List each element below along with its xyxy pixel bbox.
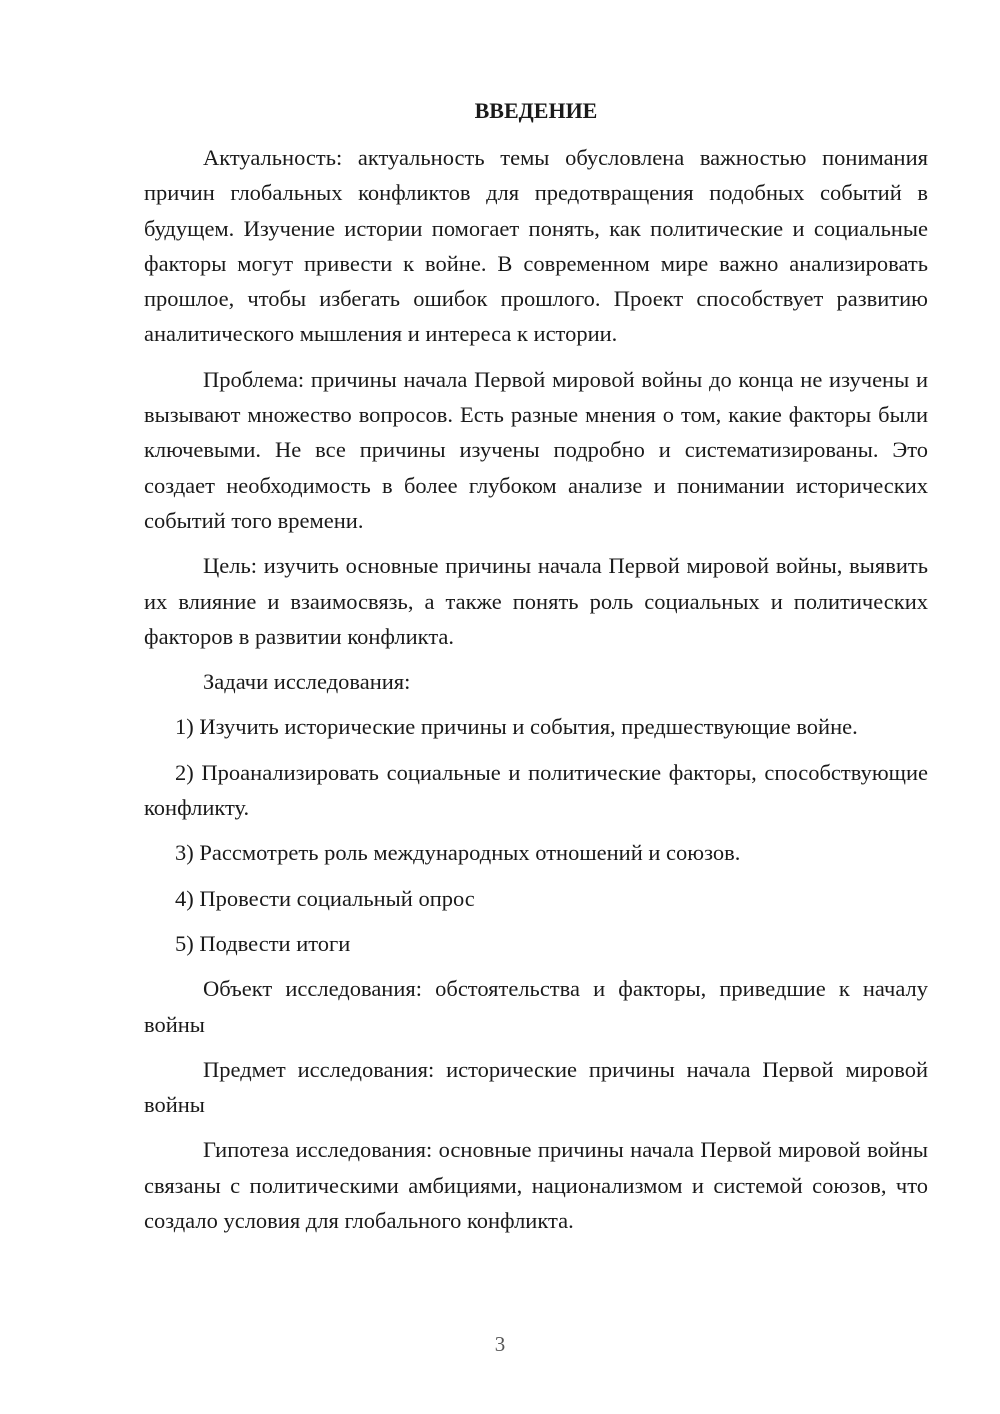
task-item-3: 3) Рассмотреть роль международных отношений и союзов. bbox=[175, 840, 741, 866]
section-heading: ВВЕДЕНИЕ bbox=[474, 98, 598, 123]
paragraph-problem: Проблема: причины начала Первой мировой войны до конца не изучены и вызывают множество вопросов. Есть разные мнения о том, какие факторы были ключевыми. Не все причины изучены подробно и систематизированы. Это создает необходимость в более глубоком анализе и понимании исторических событий того времени. bbox=[144, 366, 928, 533]
task-item-5: 5) Подвести итоги bbox=[175, 930, 351, 956]
task-item-2: 2) Проанализировать социальные и политические факторы, способствующие конфликту. bbox=[144, 759, 928, 821]
paragraph-subject: Предмет исследования: исторические причины начала Первой мировой войны bbox=[144, 1056, 928, 1118]
tasks-heading: Задачи исследования: bbox=[203, 669, 411, 695]
task-item-1: 1) Изучить исторические причины и события, предшествующие войне. bbox=[175, 714, 858, 740]
document-page bbox=[144, 94, 928, 1238]
paragraph-hypothesis: Гипотеза исследования: основные причины начала Первой мировой войны связаны с политическими амбициями, национализмом и системой союзов, что создало условия для глобального конфликта. bbox=[144, 1137, 928, 1234]
paragraph-goal: Цель: изучить основные причины начала Первой мировой войны, выявить их влияние и взаимосвязь, а также понять роль социальных и политических факторов в развитии конфликта. bbox=[144, 553, 928, 649]
paragraph-relevance: Актуальность: актуальность темы обусловлена важностью понимания причин глобальных конфликтов для предотвращения подобных событий в будущем. Изучение истории помогает понять, как политические и социальные факторы могут привести к войне. В современном мире важно анализировать прошлое, чтобы избегать ошибок прошлого. Проект способствует развитию аналитического мышления и интереса к истории. bbox=[144, 145, 928, 347]
paragraph-object: Объект исследования: обстоятельства и факторы, приведшие к началу войны bbox=[144, 976, 928, 1037]
page-number: 3 bbox=[494, 1332, 506, 1356]
task-item-4: 4) Провести социальный опрос bbox=[175, 885, 475, 911]
